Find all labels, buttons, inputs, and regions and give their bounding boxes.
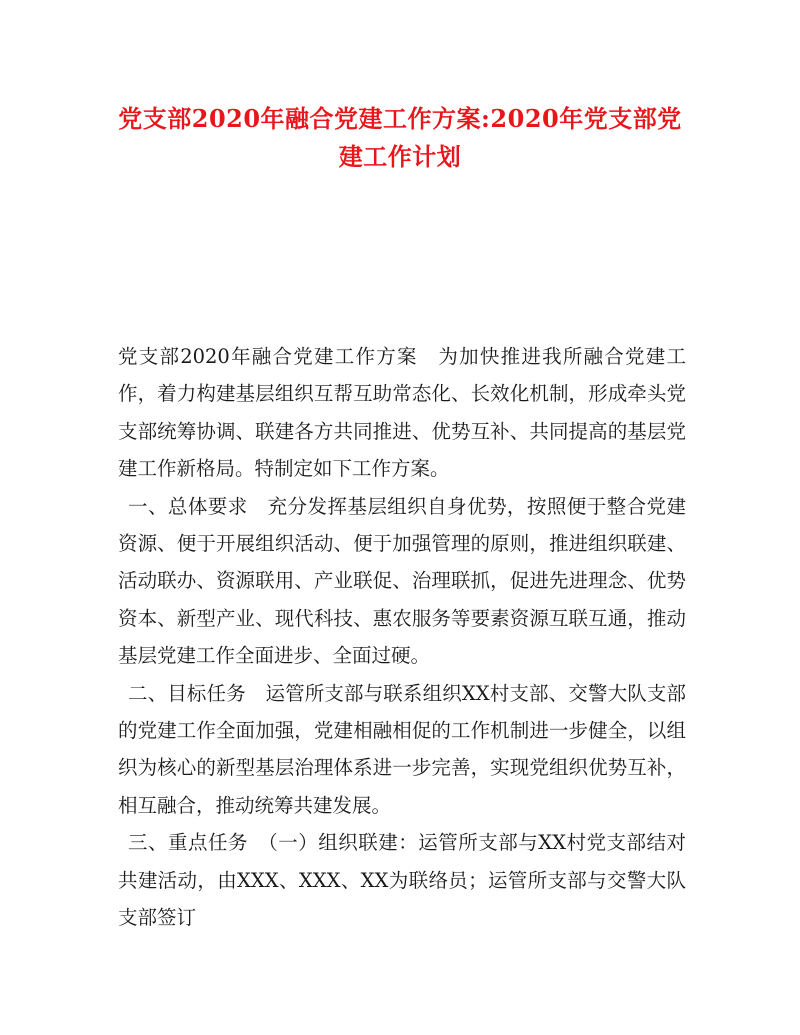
paragraph-intro: 党支部2020年融合党建工作方案 为加快推进我所融合党建工作，着力构建基层组织互帮互助常态化、长效化机制，形成牵头党支部统筹协调、联建各方共同推进、优势互补、共同提高的基层党建工作新格局。特制定如下工作方案。 [118,345,686,481]
paragraph-general-requirements: 一、总体要求 充分发挥基层组织自身优势，按照便于整合党建资源、便于开展组织活动、便于加强管理的原则，推进组织联建、活动联办、资源联用、产业联促、治理联抓，促进先进理念、优势资本、新型产业、现代科技、惠农服务等要素资源互联互通，推动基层党建工作全面进步、全面过硬。 [118,494,686,668]
paragraph-goals: 二、目标任务 运管所支部与联系组织XX村支部、交警大队支部的党建工作全面加强，党建相融相促的工作机制进一步健全，以组织为核心的新型基层治理体系进一步完善，实现党组织优势互补，相互融合，推动统筹共建发展。 [118,681,686,817]
paragraph-key-tasks: 三、重点任务 （一）组织联建：运管所支部与XX村党支部结对共建活动，由XXX、XXX、XX为联络员；运管所支部与交警大队支部签订 [118,831,686,930]
document-title: 党支部2020年融合党建工作方案:2020年党支部党建工作计划 [118,104,682,171]
document-body [118,338,686,937]
